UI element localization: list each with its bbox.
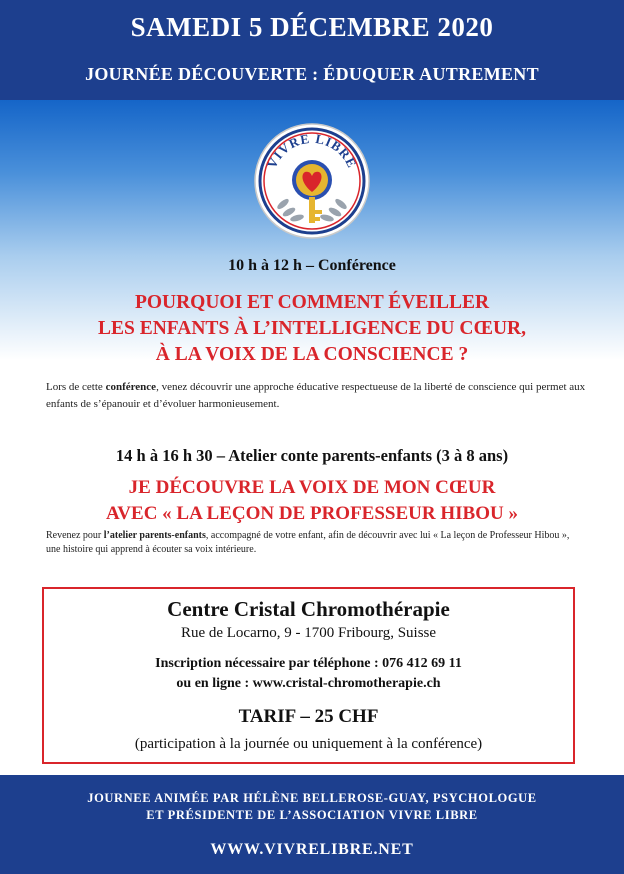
tarif-price: TARIF – 25 CHF (238, 706, 379, 727)
conference-description (46, 379, 586, 413)
participation-note: (participation à la journée ou uniquement à la conférence) (134, 736, 483, 752)
host-credit-line: ET PRÉSIDENTE DE L’ASSOCIATION VIVRE LIBRE (146, 808, 478, 822)
atelier-description (46, 529, 586, 557)
conference-headline-line: À LA VOIX DE LA CONSCIENCE ? (155, 344, 469, 365)
conference-desc-text: Lors de cette (46, 381, 106, 393)
conference-headline (0, 290, 624, 368)
atelier-headline-line: AVEC « LA LEÇON DE PROFESSEUR HIBOU » (106, 503, 518, 524)
venue-name: Centre Cristal Chromothérapie (167, 597, 450, 621)
conference-desc-bold: conférence (105, 381, 157, 393)
host-credit-line: JOURNEE ANIMÉE PAR HÉLÈNE BELLEROSE-GUAY, PSYCHOLOGUE (87, 791, 537, 805)
venue-info-box (42, 587, 575, 764)
atelier-desc-text: Revenez pour (46, 530, 104, 541)
conference-desc-text: , venez découvrir une approche éducative respectueuse de la liberté de conscience qui permet aux enfants de s’épanouir et d’évoluer harmonieusement. (46, 381, 586, 410)
host-credit (0, 790, 624, 824)
website-link[interactable]: WWW.VIVRELIBRE.NET (210, 841, 414, 858)
footer-band (0, 775, 624, 874)
atelier-desc-text: , accompagné de votre enfant, afin de découvrir avec lui « La leçon de Professeur Hibou », une histoire qui apprend à écouter sa voix intérieure. (46, 530, 570, 555)
venue-address: Rue de Locarno, 9 - 1700 Fribourg, Suisse (180, 625, 437, 641)
registration-website[interactable]: ou en ligne : www.cristal-chromotherapie.ch (176, 676, 441, 691)
logo-text: VIVRE LIBRE (264, 130, 360, 171)
atelier-headline (0, 475, 624, 527)
event-subtitle: JOURNÉE DÉCOUVERTE : ÉDUQUER AUTREMENT (85, 64, 539, 84)
event-date: SAMEDI 5 DÉCEMBRE 2020 (130, 12, 494, 42)
atelier-headline-line: JE DÉCOUVRE LA VOIX DE MON CŒUR (128, 477, 496, 498)
atelier-time: 14 h à 16 h 30 – Atelier conte parents-enfants (3 à 8 ans) (115, 446, 509, 465)
conference-time: 10 h à 12 h – Conférence (228, 257, 396, 274)
conference-headline-line: POURQUOI ET COMMENT ÉVEILLER (134, 292, 490, 313)
registration-phone[interactable]: Inscription nécessaire par téléphone : 076 412 69 11 (155, 656, 462, 671)
atelier-desc-bold: l’atelier parents-enfants (103, 530, 206, 541)
conference-headline-line: LES ENFANTS À L’INTELLIGENCE DU CŒUR, (97, 318, 526, 339)
